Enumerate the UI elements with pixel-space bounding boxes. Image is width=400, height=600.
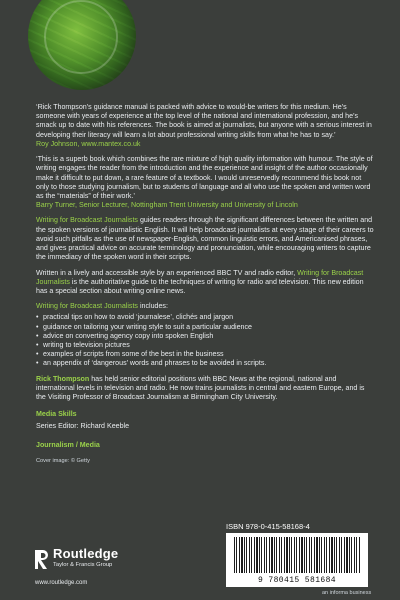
publisher-text xyxy=(53,546,118,568)
book-title-ref: Writing for Broadcast Journalists xyxy=(36,268,364,286)
back-cover-content xyxy=(36,103,376,465)
includes-list xyxy=(36,313,376,368)
publisher-url: www.routledge.com xyxy=(35,580,88,586)
list-item: • practical tips on how to avoid ‘journalese’, clichés and jargon xyxy=(36,313,376,322)
category-label: Journalism / Media xyxy=(36,440,100,449)
description-paragraph-1 xyxy=(36,216,376,262)
cover-credit: Cover image: © Getty xyxy=(36,458,90,464)
author-name: Rick Thompson xyxy=(36,374,90,383)
barcode-bars xyxy=(234,537,360,573)
quote-2-attribution: Barry Turner, Senior Lecturer, Nottingham Trent University and University of Lincoln xyxy=(36,201,298,210)
description-text-1: guides readers through the significant differences between the written and the spoken versions of journalistic English. It will help broadcast journalists at every stage of their careers to avoid such pitfalls as the use of newspaper-English, common linguistic errors, and Americanised phrases, and gives practical advice on accurate terminology and pronunciation, while encouraging writers to capture the immediacy of the spoken word in their scripts. xyxy=(36,216,374,262)
quote-2-text: ‘This is a superb book which combines the rare mixture of high quality information with humour. The style of writing engages the reader from the introduction and the experience and insight of the author occasionally make it difficult to put down, a rare feature of a textbook. I would unreservedly recommend this book not only to those studying journalism, but to students of language and all who use the spoken and written word as the “materials” of their work.’ xyxy=(36,155,373,200)
description-paragraph-2 xyxy=(36,269,376,297)
cover-photo-circle xyxy=(28,0,136,90)
list-item: • examples of scripts from some of the best in the business xyxy=(36,350,376,359)
series-block xyxy=(36,410,376,430)
author-bio xyxy=(36,375,376,403)
isbn-block xyxy=(226,522,368,588)
quote-1 xyxy=(36,103,376,149)
list-item: • advice on converting agency copy into spoken English xyxy=(36,332,376,341)
publisher-subtitle: Taylor & Francis Group xyxy=(53,562,113,568)
routledge-icon xyxy=(35,548,49,570)
description-text-2a: Written in a lively and accessible style by an experienced BBC TV and radio editor, xyxy=(36,268,298,277)
book-title-ref: Writing for Broadcast Journalists xyxy=(36,216,138,225)
list-item: • writing to television pictures xyxy=(36,341,376,350)
list-item: • guidance on tailoring your writing style to suit a particular audience xyxy=(36,323,376,332)
author-bio-text: has held senior editorial positions with BBC News at the regional, national and international levels in television and radio. He now trains journalists in central and eastern Europe, and is the Visiting Professor of Broadcast Journalism at Birmingham City University. xyxy=(36,374,365,402)
description-text-2b: is the authoritative guide to the techniques of writing for radio and television. This new edition has a special section about writing online news. xyxy=(36,277,364,295)
isbn-label: ISBN 978-0-415-58168-4 xyxy=(226,522,310,531)
series-name: Media Skills xyxy=(36,410,77,419)
publisher-name: Routledge xyxy=(53,546,119,561)
series-editor: Series Editor: Richard Keeble xyxy=(36,421,130,430)
includes-text: includes: xyxy=(137,302,168,311)
list-item: • an appendix of ‘dangerous’ words and phrases to be avoided in scripts. xyxy=(36,359,376,368)
publisher-logo xyxy=(35,546,145,578)
barcode-digits: 9 780415 581684 xyxy=(257,576,336,585)
quote-2 xyxy=(36,155,376,210)
includes-heading xyxy=(36,302,376,311)
barcode-box xyxy=(226,533,368,587)
quote-1-text: ‘Rick Thompson’s guidance manual is packed with advice to would-be writers for this medium. He’s someone with years of experience at the top level of the national and international profession, and he’s smack up to date with his references. The book is aimed at journalists, but anyone with a serious interest in developing their literacy will learn a lot about professional writing skills from what he has to say.’ xyxy=(36,103,372,139)
informa-footer: an informa business xyxy=(322,590,372,596)
quote-1-attribution: Roy Johnson, www.mantex.co.uk xyxy=(36,139,141,148)
book-title-ref: Writing for Broadcast Journalists xyxy=(36,302,138,311)
